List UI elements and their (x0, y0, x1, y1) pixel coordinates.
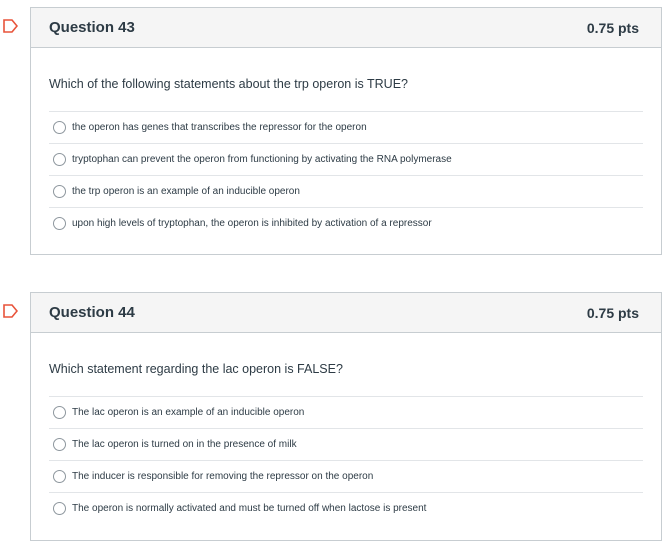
answer-option[interactable] (49, 493, 643, 524)
question-card (30, 292, 662, 541)
answer-option[interactable] (49, 208, 643, 239)
radio-button-icon[interactable] (53, 185, 66, 198)
question-header (31, 8, 661, 48)
answer-label: The operon is normally activated and must be turned off when lactose is present (72, 503, 427, 514)
answer-option[interactable] (49, 176, 643, 208)
radio-button-icon[interactable] (53, 438, 66, 451)
question-points: 0.75 pts (586, 19, 639, 36)
question-text: Which statement regarding the lac operon is FALSE? (49, 362, 343, 376)
answer-label: tryptophan can prevent the operon from functioning by activating the RNA polymerase (72, 154, 452, 165)
question-header (31, 293, 661, 333)
question-text: Which of the following statements about the trp operon is TRUE? (49, 77, 408, 91)
question-points: 0.75 pts (586, 304, 639, 321)
radio-button-icon[interactable] (53, 217, 66, 230)
radio-button-icon[interactable] (53, 153, 66, 166)
bookmark-flag-icon[interactable] (3, 304, 18, 318)
question-title: Question 44 (49, 304, 135, 321)
question-card (30, 7, 662, 255)
answer-label: The lac operon is turned on in the presence of milk (72, 439, 297, 450)
answer-label: The inducer is responsible for removing the repressor on the operon (72, 471, 374, 482)
answer-label: the operon has genes that transcribes the repressor for the operon (72, 122, 367, 133)
answer-list (49, 396, 643, 524)
answer-label: The lac operon is an example of an inducible operon (72, 407, 305, 418)
answer-list (49, 111, 643, 239)
answer-option[interactable] (49, 144, 643, 176)
answer-option[interactable] (49, 429, 643, 461)
answer-option[interactable] (49, 461, 643, 493)
answer-label: upon high levels of tryptophan, the operon is inhibited by activation of a repressor (72, 218, 432, 229)
radio-button-icon[interactable] (53, 406, 66, 419)
answer-label: the trp operon is an example of an inducible operon (72, 186, 300, 197)
radio-button-icon[interactable] (53, 470, 66, 483)
radio-button-icon[interactable] (53, 121, 66, 134)
question-title: Question 43 (49, 19, 135, 36)
answer-option[interactable] (49, 397, 643, 429)
radio-button-icon[interactable] (53, 502, 66, 515)
answer-option[interactable] (49, 112, 643, 144)
bookmark-flag-icon[interactable] (3, 19, 18, 33)
